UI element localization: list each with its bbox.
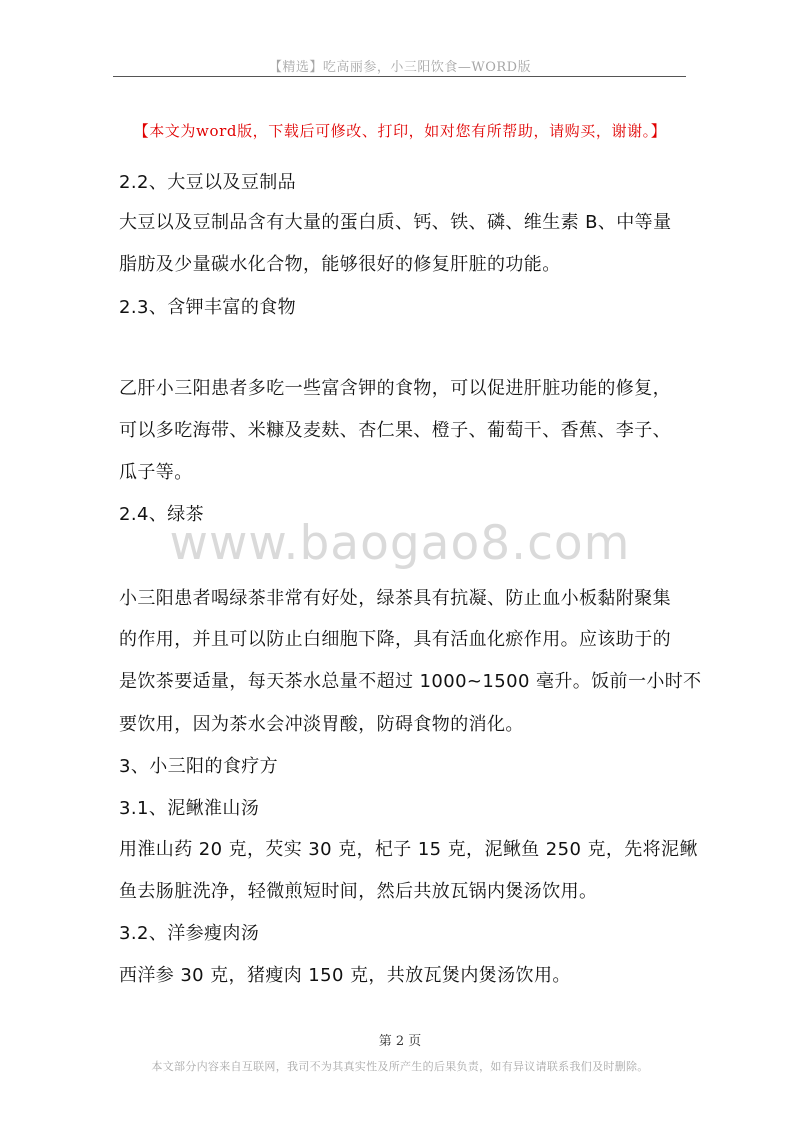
paragraph-line: 的作用，并且可以防止白细胞下降，具有活血化瘀作用。应该助于的 xyxy=(119,629,671,650)
page-number: 第 2 页 xyxy=(378,1034,422,1049)
paragraph-line: 用淮山药 20 克，芡实 30 克，杞子 15 克，泥鳅鱼 250 克，先将泥鳅 xyxy=(119,839,698,860)
watermark: www.baogao8.com xyxy=(169,516,631,571)
paragraph-line: 大豆以及豆制品含有大量的蛋白质、钙、铁、磷、维生素 B、中等量 xyxy=(119,212,672,233)
section-heading: 3.1、泥鳅淮山汤 xyxy=(119,798,260,819)
section-heading: 2.3、含钾丰富的食物 xyxy=(119,297,297,318)
paragraph-line: 鱼去肠脏洗净，轻微煎短时间，然后共放瓦锅内煲汤饮用。 xyxy=(119,881,598,902)
paragraph-line: 可以多吃海带、米糠及麦麸、杏仁果、橙子、葡萄干、香蕉、李子、 xyxy=(119,420,671,441)
paragraph-line: 要饮用，因为茶水会冲淡胃酸，防碍食物的消化。 xyxy=(119,714,524,735)
paragraph-line: 乙肝小三阳患者多吃一些富含钾的食物，可以促进肝脏功能的修复， xyxy=(119,378,671,399)
section-heading: 3、小三阳的食疗方 xyxy=(119,756,279,777)
section-heading: 3.2、洋参瘦肉汤 xyxy=(119,923,260,944)
paragraph-line: 是饮茶要适量，每天茶水总量不超过 1000~1500 毫升。饭前一小时不 xyxy=(119,671,702,692)
section-heading: 2.2、大豆以及豆制品 xyxy=(119,172,297,193)
paragraph-line: 瓜子等。 xyxy=(119,462,193,483)
section-heading: 2.4、绿茶 xyxy=(119,504,205,525)
footer-disclaimer: 本文部分内容来自互联网，我司不为其真实性及所产生的后果负责，如有异议请联系我们及时删除。 xyxy=(151,1060,649,1073)
page-header: 【精选】吃高丽参，小三阳饮食—WORD版 xyxy=(268,60,532,75)
paragraph-line: 西洋参 30 克，猪瘦肉 150 克，共放瓦煲内煲汤饮用。 xyxy=(119,965,571,986)
paragraph-line: 脂肪及少量碳水化合物，能够很好的修复肝脏的功能。 xyxy=(119,254,561,275)
header-divider xyxy=(113,76,686,77)
download-notice: 【本文为word版，下载后可修改、打印，如对您有所帮助，请购买，谢谢。】 xyxy=(133,122,667,140)
paragraph-line: 小三阳患者喝绿茶非常有好处，绿茶具有抗凝、防止血小板黏附聚集 xyxy=(119,588,671,609)
